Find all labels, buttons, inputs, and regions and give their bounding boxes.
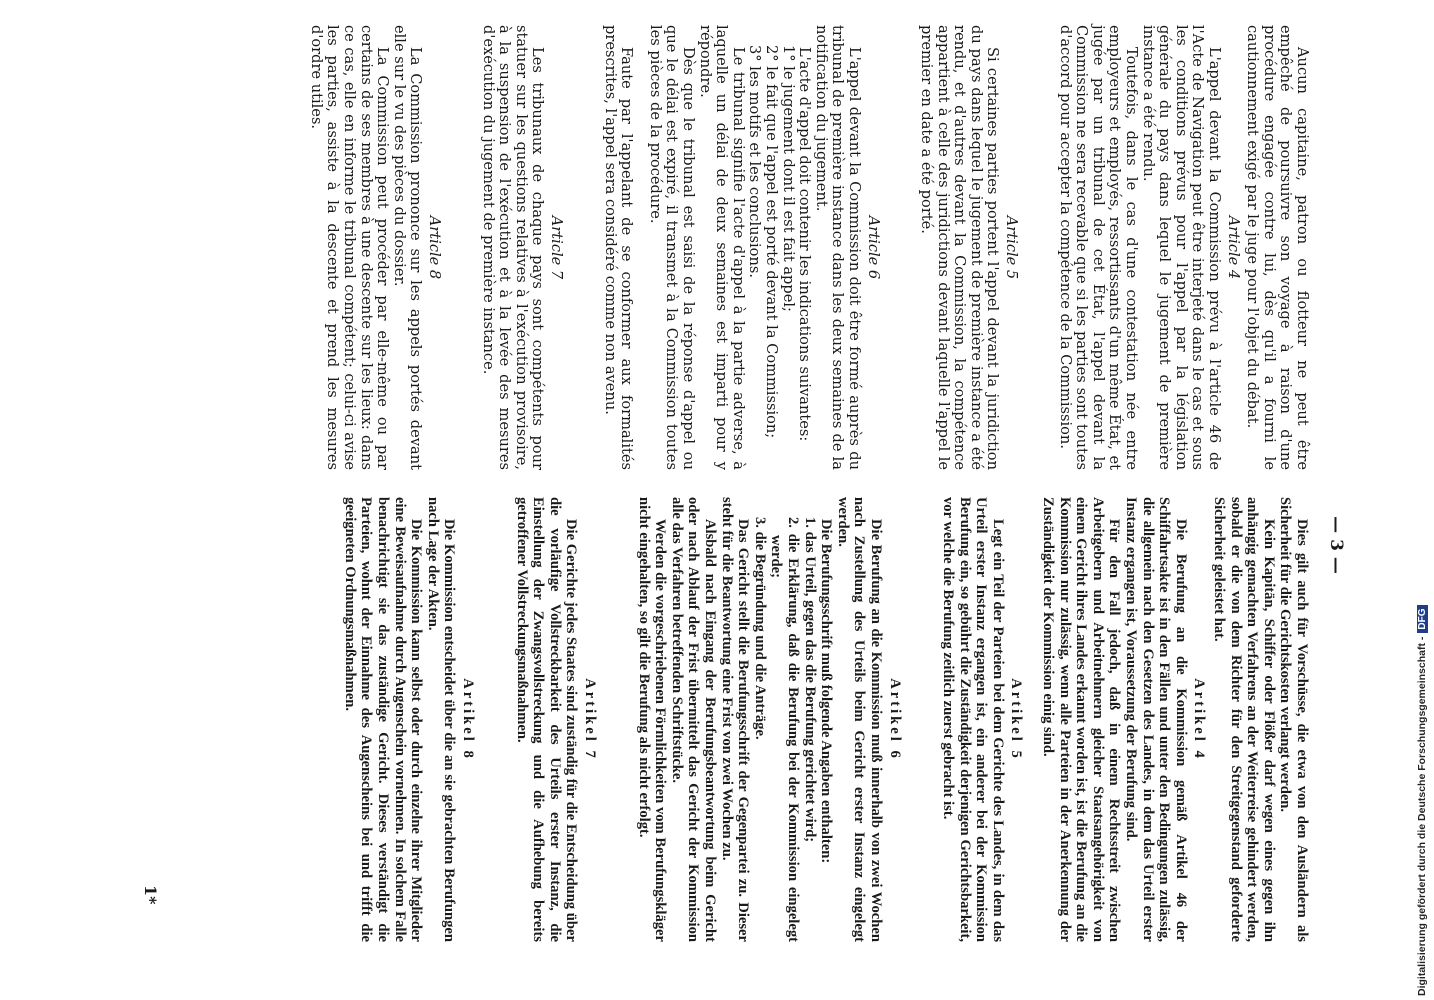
paragraph: Aucun capitaine, patron ou flotteur ne peut être empêché de poursuivre son voyage à raison d'une procédure engagée contre lui, dès qu'il a fourni le cautionnement exigé par le juge pour l'objet du débat. — [1244, 25, 1311, 470]
paragraph: L'appel devant la Commission doit être formé auprès du tribunal de première instance dans les deux semaines de la notification du jugement. — [812, 25, 863, 470]
paragraph: Dies gilt auch für Vorschüsse, die etwa von den Ausländern als Sicherheit für die Gerichtskosten verlangt werden. — [1277, 497, 1310, 942]
article-heading: Artikel 5 — [1008, 678, 1025, 761]
paragraph: Die Berufung an die Kommission muß innerhalb von zwei Wochen nach Zustellung des Urteils beim Gericht erster Instanz eingelegt werden. — [834, 497, 884, 942]
list-item: 1° le jugement dont il est fait appel; — [779, 45, 797, 312]
paragraph: Dès que le tribunal est saisi de la réponse d'appel ou que le délai est expiré, il transmet à la Commission toutes les pièces de la procédure. — [646, 25, 697, 470]
french-column — [90, 25, 1310, 470]
paragraph: Legt ein Teil der Parteien bei dem Gerichte des Landes, in dem das Urteil erster Instanz ergangen ist, ein anderer bei der Kommission Berufung ein, so gebührt die Zuständigkeit derjenigen Gerichtsbarkeit, vor welche die Berufung zeitlich zuerst gebracht ist. — [940, 497, 1006, 942]
list-item: 1. das Urteil, gegen das die Berufung gerichtet wird; — [801, 517, 818, 843]
paragraph: La Commission prononce sur les appels portés devant elle sur le vu des pièces du dossier. — [390, 25, 425, 470]
article-heading: Artikel 7 — [582, 678, 599, 761]
list — [746, 25, 796, 470]
article-heading: Artikel 8 — [460, 678, 477, 761]
article-heading: Artikel 6 — [886, 678, 903, 761]
dfg-logo: DFG — [1417, 606, 1428, 633]
rotated-page — [90, 25, 1350, 965]
list-item: 2. die Erklärung, daß die Berufung bei der Kommission eingelegt werde; — [768, 517, 801, 942]
paragraph: Werden die vorgeschriebenen Förmlichkeiten vom Berufungskläger nicht eingehalten, so gilt die Berufung als nicht erfolgt. — [635, 497, 669, 942]
paragraph: Die Kommission entscheidet über die an sie gebrachten Berufungen nach Lage der Akten. — [424, 497, 458, 942]
page-number: — 3 — — [1326, 516, 1346, 574]
paragraph: La Commission peut procéder par elle-même ou par certains de ses membres à une descente sur les lieux: dans ce cas, elle en informe le tribunal compétent; celui-ci avise les parties, assiste à la descente et prend les mesures d'ordre utiles. — [307, 25, 392, 470]
article-heading: Article 5 — [1003, 215, 1021, 280]
paragraph: Die Kommission kann selbst oder durch einzelne ihrer Mitglieder eine Beweisaufnahme durch Augenschein vornehmen. In solchem Falle benachrichtigt sie das zuständige Gericht. Dieses verständigt die Parteien, wohnt der Einnahme des Augenscheins bei und trifft die geeigneten Ordnungsmaßnahmen. — [341, 497, 425, 942]
german-column — [90, 497, 1310, 942]
paragraph: L'appel devant la Commission prévu à l'article 46 de l'Acte de Navigation peut être interjeté dans le cas et sous les conditions prévus pour l'appel par la législation générale du pays dans lequel le jugement de première instance a été rendu. — [1139, 25, 1224, 470]
credit-text: Digitalisierung gefördert durch die Deutsche Forschungsgemeinschaft - — [1416, 636, 1428, 996]
article-heading: Article 7 — [548, 215, 566, 280]
article-heading: Article 8 — [426, 215, 444, 280]
paragraph: Die Berufung an die Kommission gemäß Artikel 46 der Schiffahrtsakte ist in den Fällen und unter den Bedingungen zulässig, die allgemein nach den Gesetzen des Landes, in dem das Urteil erster Instanz ergangen ist, Voraussetzung der Berufung sind. — [1123, 497, 1189, 942]
list-item: 2° le fait que l'appel est porté devant la Commission; — [762, 45, 780, 439]
list-item: 3. die Begründung und die Anträge. — [751, 517, 768, 740]
paragraph: Kein Kapitän, Schiffer oder Flößer darf wegen eines gegen ihn anhängig gemachten Verfahrens an der Weiterreise gehindert werden, sobald er die von dem Richter für den Streitgegenstand geforderte Sicherheit geleistet hat. — [1211, 497, 1277, 942]
paragraph: Die Gerichte jedes Staates sind zuständig für die Entscheidung über die vorläufige Vollstreckbarkeit des Urteils erster Instanz, die Einstellung der Zwangsvollstreckung und die Aufhebung bereits getroffener Vollstreckungsmaßnahmen. — [513, 497, 580, 942]
signature-mark: 1* — [141, 885, 160, 905]
paragraph: Le tribunal signifie l'acte d'appel à la partie adverse, à laquelle un délai de deux semaines est imparti pour y répondre. — [696, 25, 747, 470]
article-heading: Artikel 4 — [1191, 678, 1208, 761]
paragraph: Si certaines parties portent l'appel devant la juridiction du pays dans lequel le jugement de première instance a été rendu, et d'autres devant la Commission, la compétence appartient à celle des juridictions devant laquelle l'appel le premier en date a été porté. — [918, 25, 1002, 470]
digitization-credit — [1416, 606, 1428, 997]
article-heading: Article 6 — [864, 215, 882, 280]
paragraph: Faute par l'appelant de se conformer aux formalités prescrites, l'appel sera considéré comme non avenu. — [601, 25, 636, 470]
paragraph: L'acte d'appel doit contenir les indications suivantes: — [796, 47, 814, 442]
list — [751, 497, 817, 942]
paragraph: Alsbald nach Eingang der Berufungsbeantwortung beim Gericht oder nach Ablauf der Frist übermittelt das Gericht der Kommission alle das Verfahren betreffenden Schriftstücke. — [668, 497, 718, 942]
article-heading: Article 4 — [1224, 215, 1242, 280]
paragraph: Die Berufungsschrift muß folgende Angaben enthalten: — [818, 519, 835, 864]
paragraph: Les tribunaux de chaque pays sont compétents pour statuer sur les questions relatives à l'exécution provisoire, à la suspension de l'exécution et à la levée des mesures d'exécution du jugement de première instance. — [479, 25, 547, 470]
paragraph: Das Gericht stellt die Berufungsschrift der Gegenpartei zu. Dieser steht für die Beantwortung eine Frist von zwei Wochen zu. — [718, 497, 752, 942]
list-item: 3° les motifs et les conclusions. — [746, 45, 764, 278]
paragraph: Für den Fall jedoch, daß in einem Rechtsstreit zwischen Arbeitgebern und Arbeitnehmern gleicher Staatsangehörigkeit von einem Gericht ihres Landes erkannt worden ist, ist die Berufung an die Kommission nur zulässig, wenn alle Parteien in der Anerkennung der Zuständigkeit der Kommission einig sind. — [1040, 497, 1123, 942]
paragraph: Toutefois, dans le cas d'une contestation née entre employeurs et employés, ressortissants d'un même État, et jugée par un tribunal de cet État, l'appel devant la Commission ne sera recevable que si les parties sont toutes d'accord pour accepter la compétence de la Commission. — [1056, 25, 1141, 470]
